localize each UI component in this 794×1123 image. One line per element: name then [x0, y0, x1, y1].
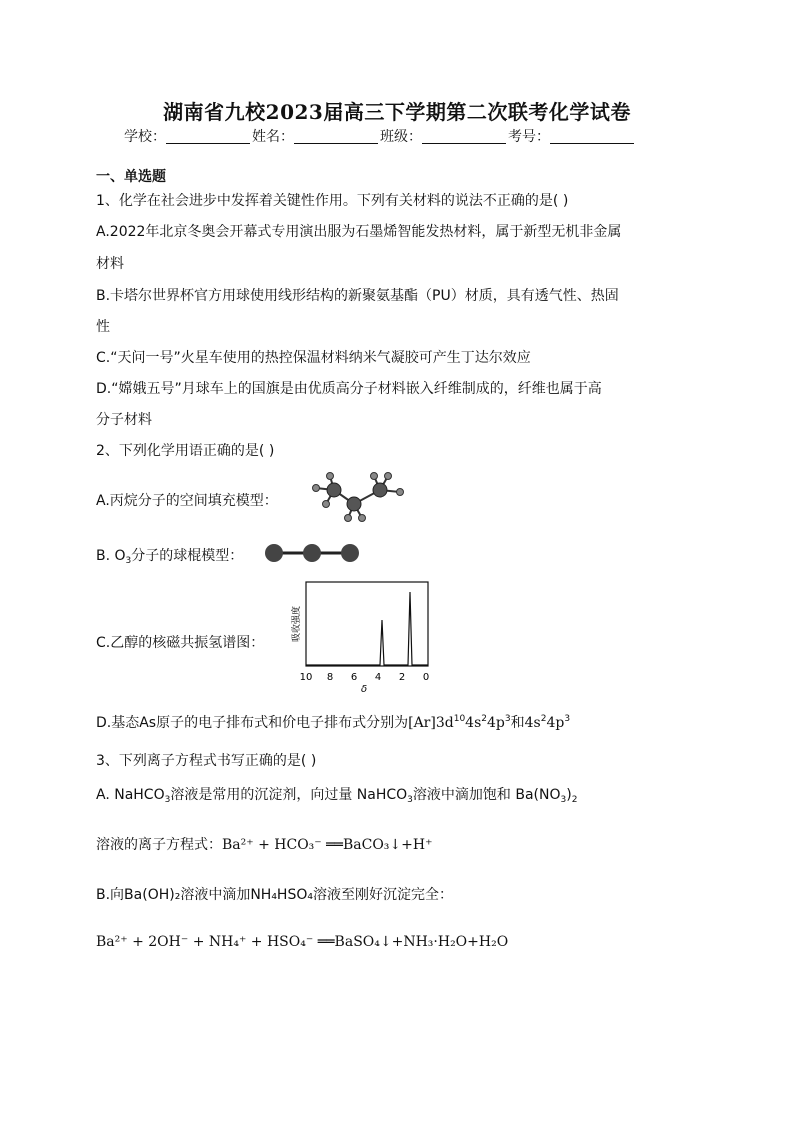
nmr-tick: 2: [398, 672, 406, 683]
q2-option-b: B. $O_3$分子的球棍模型：: [96, 548, 244, 566]
q2-option-c: C.乙醇的核磁共振氢谱图：: [96, 635, 265, 651]
q2-option-d: D.基态As原子的电子排布式和价电子排布式分别为$[Ar]3d^{10}4s^24p^3$和$4s^24p^3$: [96, 714, 571, 731]
q3-stem: 3、下列离子方程式书写正确的是( ): [96, 753, 317, 769]
oxygen-atom: [303, 544, 321, 562]
carbon-atom: [347, 497, 361, 511]
nmr-tick: 0: [422, 672, 430, 683]
exam-no-blank[interactable]: [550, 129, 634, 144]
q3-option-b-line1: B.向Ba(OH)₂溶液中滴加NH₄HSO₄溶液至刚好沉淀完全：: [96, 887, 453, 903]
school-blank[interactable]: [166, 129, 250, 144]
name-label: 姓名：: [252, 129, 294, 145]
nmr-tick: 6: [350, 672, 358, 683]
q3-option-a-line1: A. NaHCO$_3$溶液是常用的沉淀剂，向过量 NaHCO$_3$溶液中滴加饱和 $Ba(NO_3)_2$: [96, 787, 578, 805]
q1-option-c: C.“天问一号”火星车使用的热控保温材料纳米气凝胶可产生丁达尔效应: [96, 350, 531, 366]
nmr-spectrum-image: [286, 578, 436, 696]
oxygen-atom: [265, 544, 283, 562]
nmr-trace: [306, 592, 428, 665]
q3-option-b-equation: Ba²⁺ + 2OH⁻ + NH₄⁺ + HSO₄⁻ ══BaSO₄↓+NH₃·H₂O+H₂O: [96, 934, 509, 950]
name-blank[interactable]: [294, 129, 378, 144]
propane-model-image: [304, 470, 414, 526]
carbon-atom: [327, 483, 341, 497]
q1-stem: 1、化学在社会进步中发挥着关键性作用。下列有关材料的说法不正确的是( ): [96, 193, 569, 209]
oxygen-atom: [341, 544, 359, 562]
nmr-x-label: δ: [360, 684, 368, 695]
q1-option-a-line2: 材料: [96, 256, 124, 272]
q3-option-a-equation: Ba²⁺ + HCO₃⁻ ══BaCO₃↓+H⁺: [222, 837, 433, 853]
q1-option-b-line1: B.卡塔尔世界杯官方用球使用线形结构的新聚氨基酯（PU）材质，具有透气性、热固: [96, 288, 619, 304]
nmr-tick: 8: [326, 672, 334, 683]
header-fields: [124, 126, 684, 146]
school-label: 学校：: [124, 129, 166, 145]
ozone-model-image: [262, 541, 362, 565]
nmr-tick: 4: [374, 672, 382, 683]
q2-stem: 2、下列化学用语正确的是( ): [96, 443, 275, 459]
carbon-atom: [373, 483, 387, 497]
q1-option-d-line2: 分子材料: [96, 412, 152, 428]
q1-option-d-line1: D.“嫦娥五号”月球车上的国旗是由优质高分子材料嵌入纤维制成的，纤维也属于高: [96, 381, 602, 397]
nmr-y-label: 吸收强度: [292, 605, 302, 643]
q1-option-a-line1: A.2022年北京冬奥会开幕式专用演出服为石墨烯智能发热材料，属于新型无机非金属: [96, 224, 622, 240]
class-label: 班级：: [380, 129, 422, 145]
q1-option-b-line2: 性: [96, 319, 110, 335]
exam-title: 湖南省九校2023届高三下学期第二次联考化学试卷: [163, 100, 631, 124]
class-blank[interactable]: [422, 129, 506, 144]
nmr-tick: 10: [299, 672, 313, 683]
exam-no-label: 考号：: [508, 129, 550, 145]
q2-option-a: A.丙烷分子的空间填充模型：: [96, 493, 278, 509]
section-title: 一、单选题: [96, 169, 166, 185]
q3-option-a-line2: 溶液的离子方程式：Ba²⁺ + HCO₃⁻ ══BaCO₃↓+H⁺: [96, 837, 433, 853]
